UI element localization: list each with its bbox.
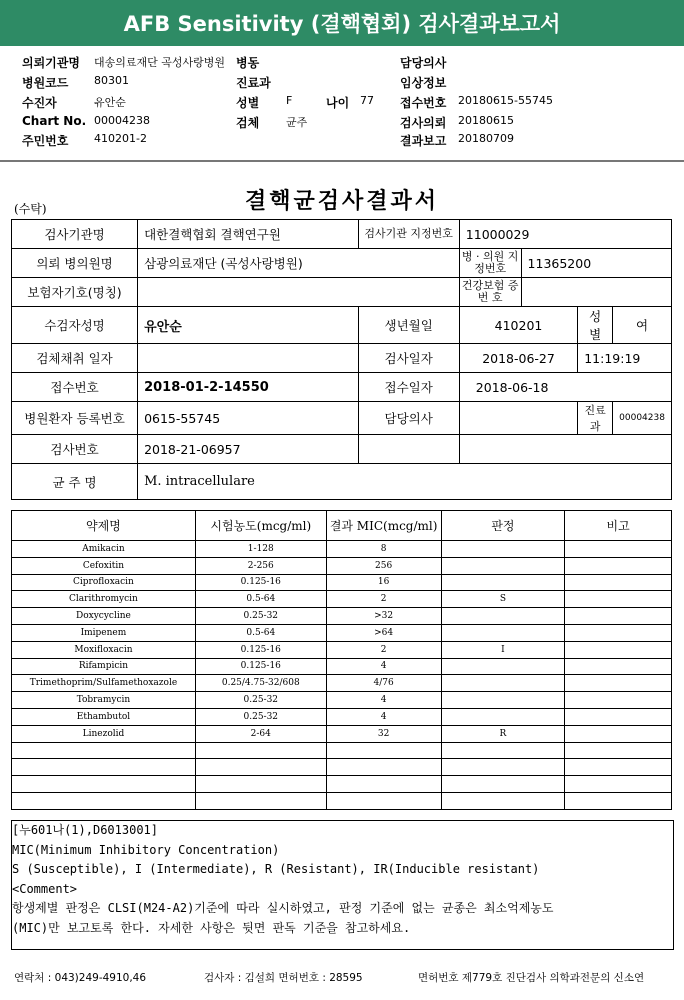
interpretation bbox=[441, 675, 565, 692]
interpretation: R bbox=[441, 725, 565, 742]
remarks bbox=[565, 675, 672, 692]
table-row bbox=[12, 624, 672, 641]
remarks bbox=[565, 776, 672, 793]
remarks bbox=[565, 692, 672, 709]
mic-result: 8 bbox=[326, 541, 441, 558]
note-line: S (Susceptible), I (Intermediate), R (Resistant), IR(Inducible resistant) bbox=[12, 862, 540, 876]
report-value: 20180709 bbox=[458, 132, 514, 145]
remarks bbox=[565, 624, 672, 641]
accession-label: 접수번호 bbox=[400, 96, 447, 110]
testno-blank bbox=[459, 435, 671, 464]
lab-no-value: 11000029 bbox=[459, 220, 671, 249]
test-range: 0.25-32 bbox=[195, 692, 326, 709]
patient-info-table bbox=[11, 219, 672, 500]
test-range: 0.125-16 bbox=[195, 658, 326, 675]
testno-value: 2018-21-06957 bbox=[138, 435, 358, 464]
interpretation: I bbox=[441, 641, 565, 658]
patient-label: 수진자 bbox=[22, 96, 57, 110]
drug-name: Ciprofloxacin bbox=[12, 574, 196, 591]
header-remarks: 비고 bbox=[565, 511, 672, 541]
testno-extra bbox=[358, 435, 459, 464]
organism-label: 균 주 명 bbox=[12, 464, 138, 500]
drug-name: Moxifloxacin bbox=[12, 641, 196, 658]
rrn-label: 주민번호 bbox=[22, 134, 69, 148]
req-no-label: 병 · 의원 지정번호 bbox=[459, 249, 521, 278]
note-line: [누601나(1),D6013001] bbox=[12, 823, 159, 837]
chart-label: Chart No. bbox=[22, 114, 87, 128]
lab-value: 대한결핵협회 결핵연구원 bbox=[138, 220, 358, 249]
dob-value: 410201 bbox=[459, 307, 577, 344]
test-range: 0.5-64 bbox=[195, 624, 326, 641]
dept-label: 진료과 bbox=[578, 402, 613, 435]
req-no-value: 11365200 bbox=[521, 249, 671, 278]
name-label: 수검자성명 bbox=[12, 307, 138, 344]
drug-name bbox=[12, 776, 196, 793]
interpretation bbox=[441, 608, 565, 625]
test-range: 0.5-64 bbox=[195, 591, 326, 608]
testdate-value: 2018-06-27 bbox=[459, 344, 577, 373]
recvdate-value: 2018-06-18 bbox=[459, 373, 671, 402]
notes-box bbox=[11, 820, 674, 950]
drug-name: Rifampicin bbox=[12, 658, 196, 675]
health-label: 건강보험 증 번 호 bbox=[459, 278, 521, 307]
request-label: 검사의뢰 bbox=[400, 116, 447, 130]
test-range bbox=[195, 742, 326, 759]
drug-name: Linezolid bbox=[12, 725, 196, 742]
test-range bbox=[195, 759, 326, 776]
drug-name bbox=[12, 792, 196, 809]
mic-result: >64 bbox=[326, 624, 441, 641]
drug-name: Tobramycin bbox=[12, 692, 196, 709]
remarks bbox=[565, 574, 672, 591]
sex-label: 성별 bbox=[578, 307, 613, 344]
request-value: 20180615 bbox=[458, 114, 514, 127]
mic-result bbox=[326, 776, 441, 793]
table-row bbox=[12, 776, 672, 793]
table-row bbox=[12, 278, 672, 307]
drug-name: Doxycycline bbox=[12, 608, 196, 625]
interpretation bbox=[441, 708, 565, 725]
req-hosp-value: 삼광의료재단 (곡성사랑병원) bbox=[138, 249, 460, 278]
table-row bbox=[12, 641, 672, 658]
collect-label: 검체채취 일자 bbox=[12, 344, 138, 373]
remarks bbox=[565, 641, 672, 658]
dept-value: 00004238 bbox=[613, 402, 672, 435]
test-range: 2-256 bbox=[195, 557, 326, 574]
collect-value bbox=[138, 344, 358, 373]
header-test-range: 시험농도(mcg/ml) bbox=[195, 511, 326, 541]
institution-value: 대송의료재단 곡성사랑병원 bbox=[94, 56, 226, 69]
drug-name: Trimethoprim/Sulfamethoxazole bbox=[12, 675, 196, 692]
insurer-label: 보험자기호(명칭) bbox=[12, 278, 138, 307]
drug-name bbox=[12, 742, 196, 759]
sex-value: F bbox=[286, 94, 293, 107]
remarks bbox=[565, 759, 672, 776]
header-interpretation: 판정 bbox=[441, 511, 565, 541]
age-label: 나이 bbox=[326, 96, 350, 110]
table-row bbox=[12, 742, 672, 759]
mic-result: 4/76 bbox=[326, 675, 441, 692]
health-value bbox=[521, 278, 671, 307]
lab-label: 검사기관명 bbox=[12, 220, 138, 249]
table-row bbox=[12, 692, 672, 709]
test-range: 0.25-32 bbox=[195, 608, 326, 625]
name-value: 유안순 bbox=[138, 307, 358, 344]
clinical-label: 임상정보 bbox=[400, 76, 447, 90]
drug-name: Imipenem bbox=[12, 624, 196, 641]
table-row bbox=[12, 675, 672, 692]
test-range: 0.125-16 bbox=[195, 641, 326, 658]
drug-name: Amikacin bbox=[12, 541, 196, 558]
accno-label: 접수번호 bbox=[12, 373, 138, 402]
interpretation bbox=[441, 776, 565, 793]
note-line: MIC(Minimum Inhibitory Concentration) bbox=[12, 842, 280, 857]
specimen-value: 균주 bbox=[286, 116, 308, 129]
table-row bbox=[12, 464, 672, 500]
header-divider bbox=[0, 160, 684, 162]
interpretation: S bbox=[441, 591, 565, 608]
sex-value: 여 bbox=[613, 307, 672, 344]
doctor-label: 담당의사 bbox=[358, 402, 459, 435]
table-row bbox=[12, 220, 672, 249]
report-banner: AFB Sensitivity (결핵협회) 검사결과보고서 bbox=[0, 0, 684, 46]
table-row bbox=[12, 725, 672, 742]
table-row bbox=[12, 307, 672, 344]
doctor-value bbox=[459, 402, 577, 435]
mic-result: 2 bbox=[326, 641, 441, 658]
lab-no-label: 검사기관 지정번호 bbox=[358, 220, 459, 249]
remarks bbox=[565, 658, 672, 675]
hospcode-value: 80301 bbox=[94, 74, 129, 87]
remarks bbox=[565, 742, 672, 759]
report-label: 결과보고 bbox=[400, 134, 447, 148]
table-row bbox=[12, 608, 672, 625]
remarks bbox=[565, 557, 672, 574]
interpretation bbox=[441, 624, 565, 641]
table-header-row bbox=[12, 511, 672, 541]
rrn-value: 410201-2 bbox=[94, 132, 147, 145]
drug-name bbox=[12, 759, 196, 776]
chart-value: 00004238 bbox=[94, 114, 150, 127]
hospcode-label: 병원코드 bbox=[22, 76, 69, 90]
dept-label: 진료과 bbox=[236, 76, 271, 90]
interpretation bbox=[441, 792, 565, 809]
drug-name: Clarithromycin bbox=[12, 591, 196, 608]
patno-label: 병원환자 등록번호 bbox=[12, 402, 138, 435]
accession-value: 20180615-55745 bbox=[458, 94, 553, 107]
patno-value: 0615-55745 bbox=[138, 402, 358, 435]
interpretation bbox=[441, 692, 565, 709]
doctor-label: 담당의사 bbox=[400, 56, 447, 70]
mic-result: 4 bbox=[326, 692, 441, 709]
mic-result: 4 bbox=[326, 708, 441, 725]
test-range: 0.25/4.75-32/608 bbox=[195, 675, 326, 692]
footer-tester: 검사자 : 김설희 면허번호 : 28595 bbox=[204, 972, 363, 984]
drug-name: Ethambutol bbox=[12, 708, 196, 725]
mic-result bbox=[326, 759, 441, 776]
ward-label: 병동 bbox=[236, 56, 260, 70]
interpretation bbox=[441, 541, 565, 558]
insurer-value bbox=[138, 278, 460, 307]
organism-value: M. intracellulare bbox=[138, 464, 672, 500]
interpretation bbox=[441, 557, 565, 574]
interpretation bbox=[441, 759, 565, 776]
req-hosp-label: 의뢰 병의원명 bbox=[12, 249, 138, 278]
testno-label: 검사번호 bbox=[12, 435, 138, 464]
recvdate-label: 접수일자 bbox=[358, 373, 459, 402]
patient-value: 유안순 bbox=[94, 96, 126, 109]
table-row bbox=[12, 373, 672, 402]
table-row bbox=[12, 658, 672, 675]
mic-result: 32 bbox=[326, 725, 441, 742]
mic-result: 4 bbox=[326, 658, 441, 675]
note-line: (MIC)만 보고토록 한다. 자세한 사항은 뒷면 판독 기준을 참고하세요. bbox=[12, 920, 411, 935]
test-range bbox=[195, 776, 326, 793]
mic-result bbox=[326, 792, 441, 809]
test-range: 1-128 bbox=[195, 541, 326, 558]
interpretation bbox=[441, 574, 565, 591]
table-row bbox=[12, 591, 672, 608]
header-drug: 약제명 bbox=[12, 511, 196, 541]
specimen-label: 검체 bbox=[236, 116, 260, 130]
interpretation bbox=[441, 742, 565, 759]
table-row bbox=[12, 708, 672, 725]
dob-label: 생년월일 bbox=[358, 307, 459, 344]
note-line: 항생제별 판정은 CLSI(M24-A2)기준에 따라 실시하였고, 판정 기준에 없는 균종은 최소억제농도 bbox=[12, 901, 554, 915]
table-row bbox=[12, 435, 672, 464]
testdate-label: 검사일자 bbox=[358, 344, 459, 373]
table-row bbox=[12, 541, 672, 558]
age-value: 77 bbox=[360, 94, 374, 107]
test-range: 2-64 bbox=[195, 725, 326, 742]
test-range: 0.125-16 bbox=[195, 574, 326, 591]
drug-sensitivity-table bbox=[11, 510, 672, 810]
mic-result: >32 bbox=[326, 608, 441, 625]
test-range bbox=[195, 792, 326, 809]
accno-value: 2018-01-2-14550 bbox=[138, 373, 358, 402]
footer-license: 면허번호 제779호 진단검사 의학과전문의 신소연 bbox=[418, 972, 645, 984]
table-row bbox=[12, 792, 672, 809]
institution-label: 의뢰기관명 bbox=[22, 56, 80, 70]
consignment-tag: (수탁) bbox=[14, 202, 47, 216]
remarks bbox=[565, 708, 672, 725]
testtime-value: 11:19:19 bbox=[578, 344, 672, 373]
mic-result: 2 bbox=[326, 591, 441, 608]
mic-result: 16 bbox=[326, 574, 441, 591]
table-row bbox=[12, 557, 672, 574]
table-row bbox=[12, 759, 672, 776]
header-info bbox=[0, 50, 684, 150]
drug-name: Cefoxitin bbox=[12, 557, 196, 574]
report-title: 결핵균검사결과서 bbox=[244, 188, 440, 214]
remarks bbox=[565, 792, 672, 809]
remarks bbox=[565, 591, 672, 608]
interpretation bbox=[441, 658, 565, 675]
test-range: 0.25-32 bbox=[195, 708, 326, 725]
table-row bbox=[12, 574, 672, 591]
mic-result: 256 bbox=[326, 557, 441, 574]
mic-result bbox=[326, 742, 441, 759]
table-row bbox=[12, 344, 672, 373]
header-mic-result: 결과 MIC(mcg/ml) bbox=[326, 511, 441, 541]
note-line: <Comment> bbox=[12, 881, 78, 896]
remarks bbox=[565, 608, 672, 625]
sex-label: 성별 bbox=[236, 96, 260, 110]
table-row bbox=[12, 249, 672, 278]
footer-contact: 연락처 : 043)249-4910,46 bbox=[14, 972, 147, 984]
remarks bbox=[565, 541, 672, 558]
table-row bbox=[12, 402, 672, 435]
remarks bbox=[565, 725, 672, 742]
